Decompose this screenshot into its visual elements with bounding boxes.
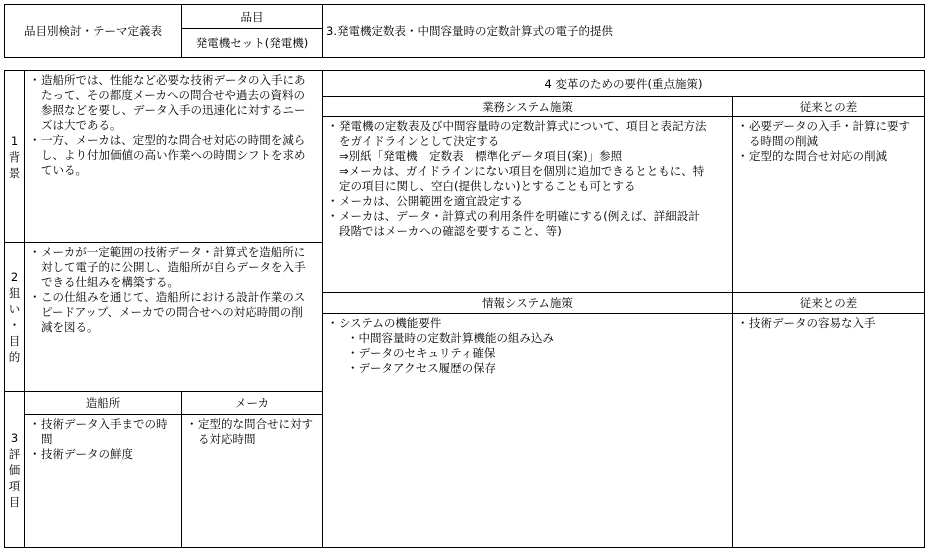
section-char: ・ (8, 318, 21, 332)
business-diff-item: ・ 必要データの入手・計算に要す る時間の削減 (737, 119, 920, 149)
business-header (322, 96, 733, 117)
line: 間 (41, 432, 53, 446)
section-background-label (4, 70, 25, 243)
section-char: 狙 (8, 286, 21, 300)
section-char: 項 (8, 478, 21, 493)
purpose-item: ・ メーカが一定範囲の技術データ・計算式を造船所に 対して電子的に公開し、造船所が自らデータを入手 できる仕組みを構築する。 (29, 245, 318, 290)
line: この仕組みを通じて、造船所における設計作業のス (41, 290, 306, 304)
section-char: 目 (8, 494, 21, 509)
line: 発電機の定数表及び中間容量時の定数計算式について、項目と表記方法 (339, 119, 707, 133)
line: ている。 (41, 163, 87, 177)
info-item: ・ システムの機能要件 (327, 316, 728, 331)
business-diff-header-text: 従来との差 (799, 99, 858, 114)
line: 定型的な問合せ対応の削減 (749, 149, 887, 163)
requirements-title (322, 70, 925, 97)
header-title-text: 品目別検討・テーマ定義表 (24, 24, 162, 38)
info-header (322, 292, 733, 314)
background-item: ・ 一方、メーカは、定型的な問合せ対応の時間を減ら し、より付加価値の高い作業への時間シフトを求め ている。 (29, 133, 318, 178)
line: メーカが一定範囲の技術データ・計算式を造船所に (41, 245, 306, 259)
item-value (181, 28, 323, 58)
section-char: 評 (8, 446, 21, 461)
line: し、より付加価値の高い作業への時間シフトを求め (41, 148, 306, 162)
purpose-item: ・ この仕組みを通じて、造船所における設計作業のス ピードアップ、メーカでの問合せへの対応時間の削 減を図る。 (29, 290, 318, 335)
shipyard-header (24, 391, 182, 415)
section-purpose-label (4, 242, 25, 392)
business-item: ・ 発電機の定数表及び中間容量時の定数計算式について、項目と表記方法 をガイドラインとして決定する (327, 119, 728, 149)
info-subitem: ・中間容量時の定数計算機能の組み込み (347, 331, 554, 345)
section-char: 価 (8, 462, 21, 477)
line: メーカは、データ・計算式の利用条件を明確にする(例えば、詳細設計 (339, 209, 700, 223)
header-title (4, 4, 182, 58)
line: 定型的な問合せに対す (198, 417, 313, 431)
line: 必要データの入手・計算に要す (749, 119, 910, 133)
business-item: ・ メーカは、データ・計算式の利用条件を明確にする(例えば、詳細設計 段階ではメーカへの確認を要すること、等) (327, 209, 728, 239)
business-subitem: ⇒メーカは、ガイドラインにない項目を個別に追加できるとともに、特 (339, 164, 705, 178)
line: できる仕組みを構築する。 (41, 275, 179, 289)
theme-title (322, 4, 925, 58)
line: る対応時間 (198, 432, 256, 446)
info-subitem: ・データのセキュリティ確保 (347, 346, 496, 360)
info-diff-content (732, 313, 925, 548)
info-content (322, 313, 733, 548)
line: 技術データ入手までの時 (41, 417, 168, 431)
requirements-title-text: 4 変革のための要件(重点施策) (544, 76, 703, 91)
line: ズは大である。 (41, 118, 122, 132)
maker-header-text: メーカ (234, 396, 270, 410)
line: たって、その都度メーカへの問合せや過去の資料の (41, 88, 306, 102)
line: 造船所では、性能など必要な技術データの入手にあ (41, 73, 306, 87)
section-number: 3 (10, 430, 19, 445)
purpose-content (24, 242, 323, 392)
line: 対して電子的に公開し、造船所が自らデータを入手 (41, 260, 306, 274)
business-header-text: 業務システム施策 (482, 99, 573, 114)
line: 段階ではメーカへの確認を要すること、等) (339, 224, 562, 238)
background-item: ・ 造船所では、性能など必要な技術データの入手にあ たって、その都度メーカへの問合せや過去の資料の 参照などを要し、データ入手の迅速化に対するニー ズは大である。 (29, 73, 318, 133)
section-char: 景 (8, 165, 21, 180)
background-content (24, 70, 323, 243)
shipyard-header-text: 造船所 (85, 396, 121, 410)
line: ピードアップ、メーカでの問合せへの対応時間の削 (41, 305, 303, 319)
business-subitem: 定の項目に関し、空白(提供しない)とすることも可とする (339, 179, 636, 193)
business-item: ・ メーカは、公開範囲を適宜設定する (327, 194, 728, 209)
business-diff-header (732, 96, 925, 117)
info-diff-header-text: 従来との差 (799, 296, 858, 310)
shipyard-items (24, 414, 182, 548)
line: 減を図る。 (41, 320, 99, 334)
shipyard-item: ・ 技術データ入手までの時 間 (29, 417, 177, 447)
line: メーカは、公開範囲を適宜設定する (339, 194, 523, 208)
maker-item: ・ 定型的な問合せに対す る対応時間 (186, 417, 318, 447)
business-diff-content (732, 116, 925, 293)
line: システムの機能要件 (339, 316, 442, 330)
item-label-text: 品目 (240, 9, 264, 24)
maker-header (181, 391, 323, 415)
item-value-text: 発電機セット(発電機) (195, 36, 309, 50)
line: 一方、メーカは、定型的な問合せ対応の時間を減ら (41, 133, 306, 147)
maker-items (181, 414, 323, 548)
business-subitem: ⇒別紙「発電機 定数表 標準化データ項目(案)」参照 (339, 149, 623, 163)
section-char: い (8, 302, 21, 316)
business-diff-item: ・ 定型的な問合せ対応の削減 (737, 149, 920, 164)
section-evaluation-label (4, 391, 25, 548)
line: をガイドラインとして決定する (339, 134, 500, 148)
section-char: 的 (8, 350, 21, 364)
shipyard-item: ・ 技術データの鮮度 (29, 447, 177, 462)
theme-title-text: 3.発電機定数表・中間容量時の定数計算式の電子的提供 (326, 24, 613, 38)
info-subitem: ・データアクセス履歴の保存 (347, 361, 497, 375)
section-char: 背 (8, 149, 21, 164)
info-header-text: 情報システム施策 (482, 296, 573, 310)
section-char: 目 (8, 334, 21, 348)
line: る時間の削減 (749, 134, 818, 148)
item-label (181, 4, 323, 29)
info-diff-header (732, 292, 925, 314)
business-content (322, 116, 733, 293)
info-diff-item: ・ 技術データの容易な入手 (737, 316, 920, 331)
line: 技術データの鮮度 (41, 447, 133, 461)
section-number: 1 (10, 133, 19, 148)
line: 技術データの容易な入手 (749, 316, 876, 330)
line: 参照などを要し、データ入手の迅速化に対するニー (41, 103, 306, 117)
section-number: 2 (10, 270, 19, 284)
